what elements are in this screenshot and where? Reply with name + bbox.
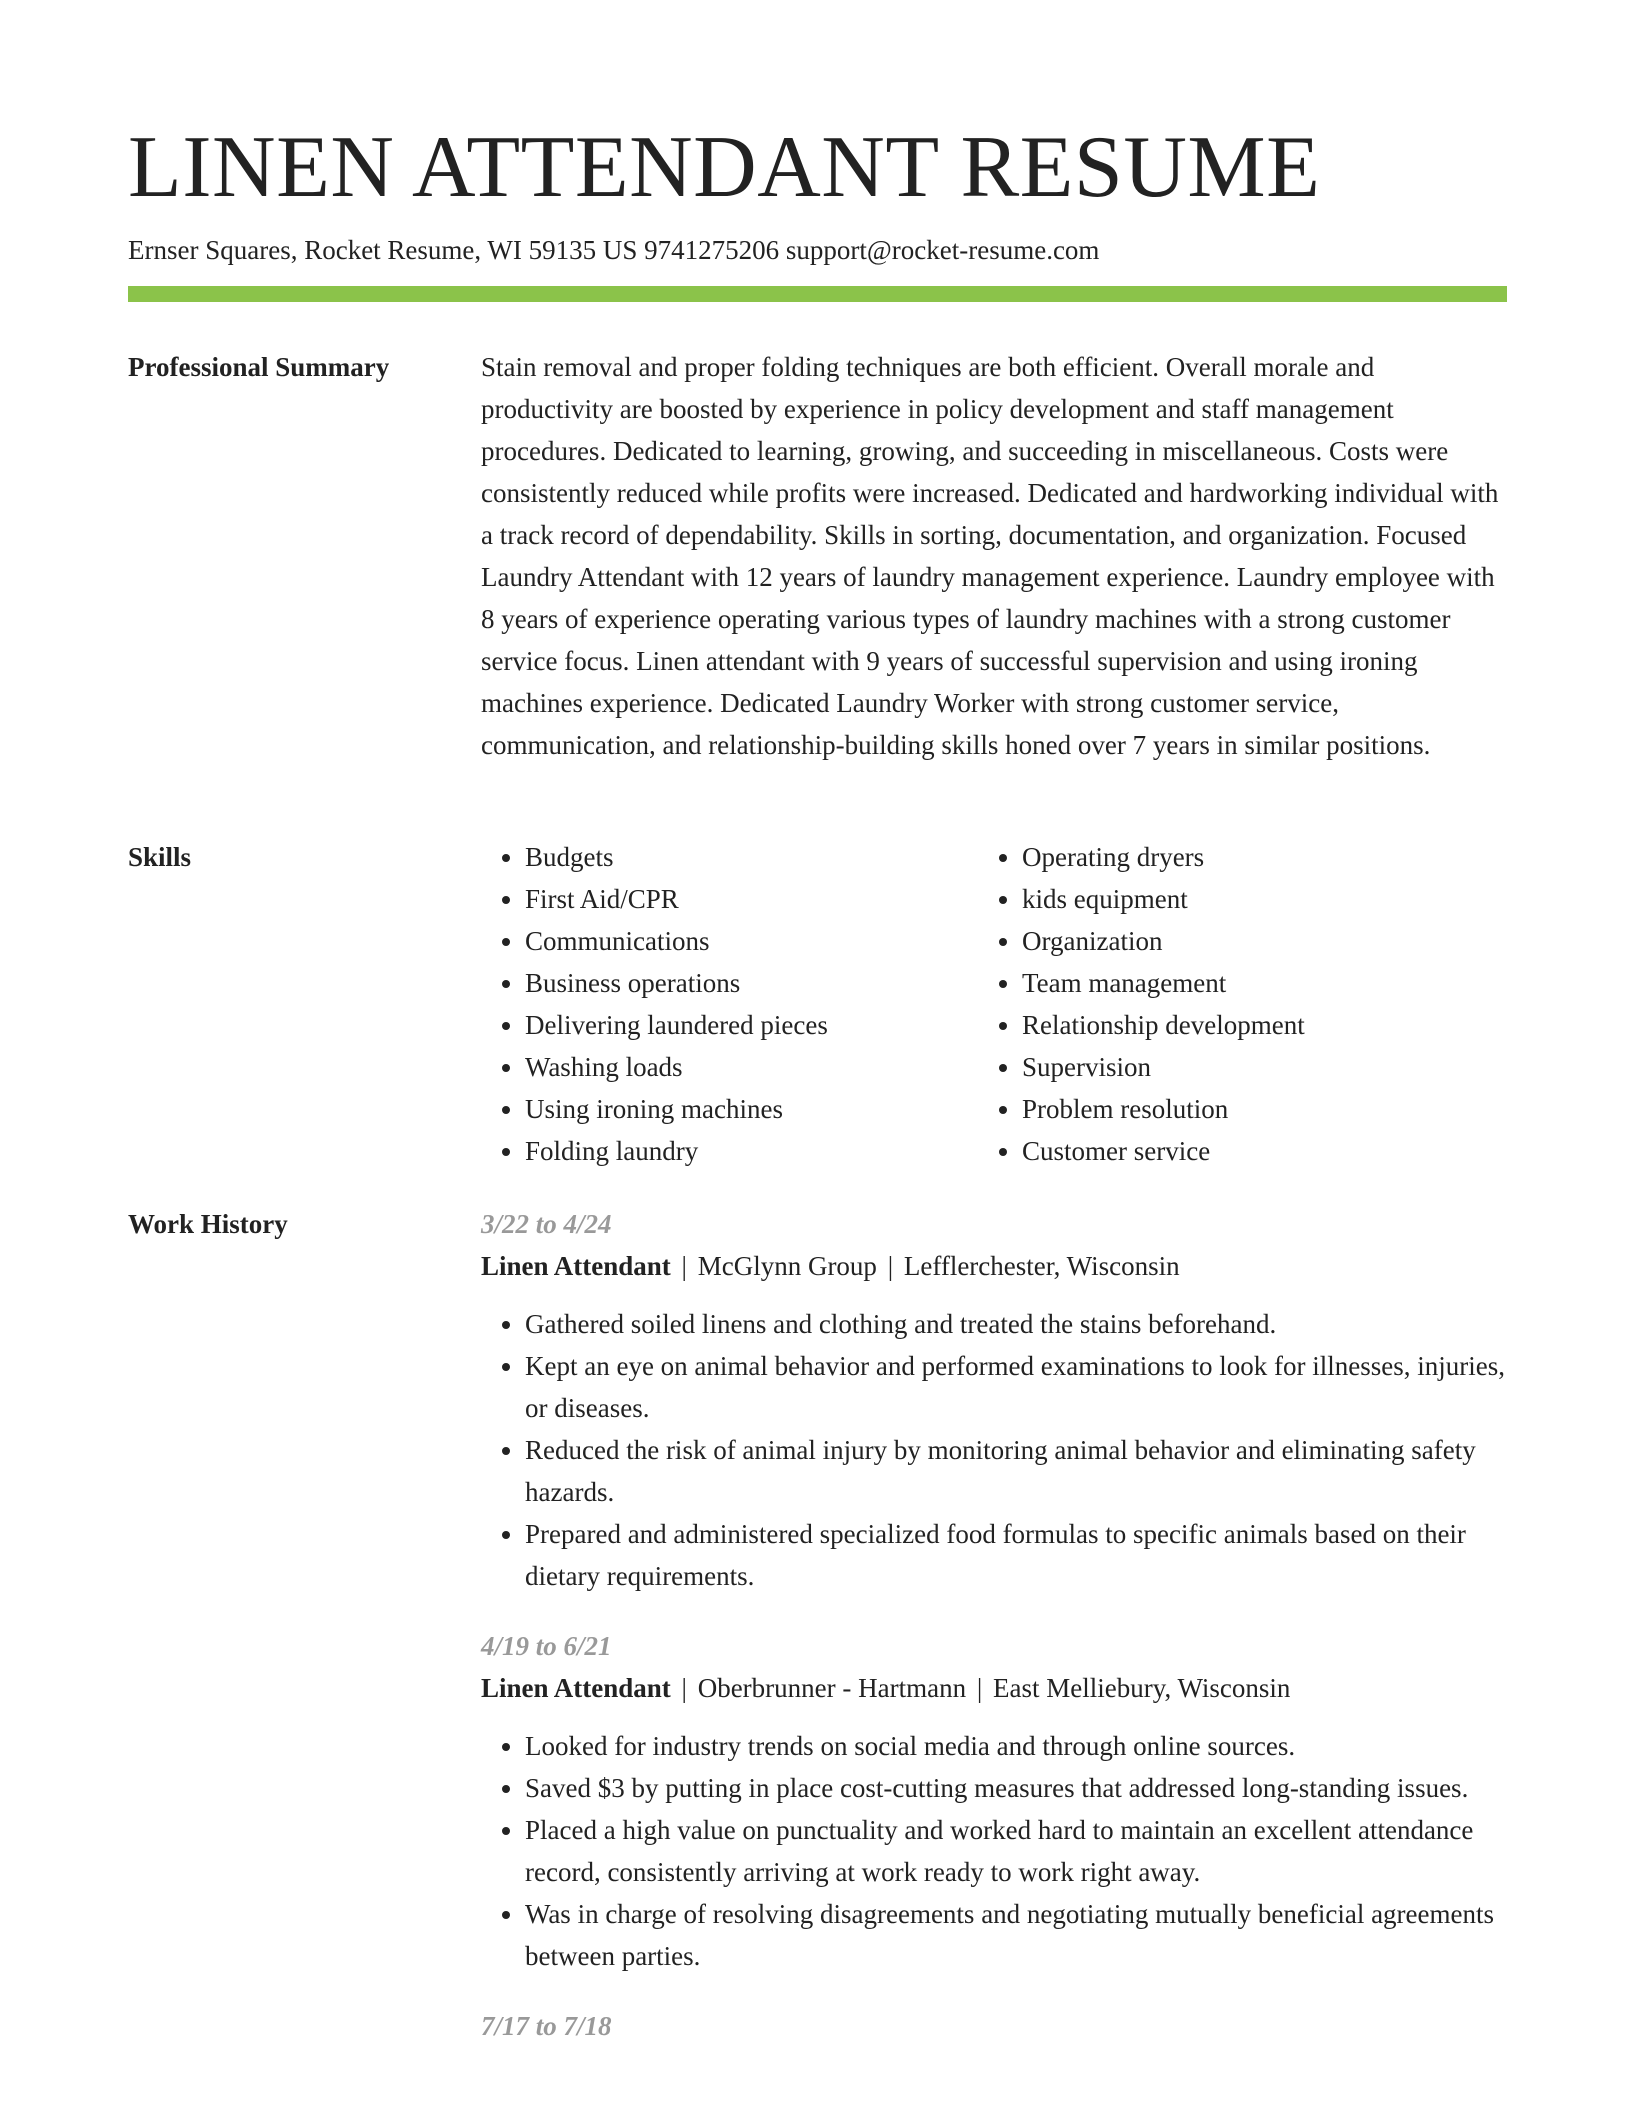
skills-list-right	[978, 836, 1305, 1172]
job-dates: 7/17 to 7/18	[481, 2011, 612, 2041]
skill-item: • kids equipment	[1022, 878, 1305, 920]
summary-label: Professional Summary	[128, 352, 390, 382]
job-bullets	[481, 1725, 1509, 1977]
skill-item: • Relationship development	[1022, 1004, 1305, 1046]
job-title: Linen Attendant	[481, 1251, 671, 1281]
skill-item: • Folding laundry	[525, 1130, 828, 1172]
separator: |	[970, 1673, 990, 1703]
work-history-list	[481, 1203, 1509, 2075]
work-history-label: Work History	[128, 1209, 288, 1239]
separator: |	[674, 1673, 694, 1703]
job-bullet: • Prepared and administered specialized food formulas to specific animals based on their dietary requirements.	[525, 1513, 1509, 1597]
skill-item: • Washing loads	[525, 1046, 828, 1088]
summary-text: Stain removal and proper folding techniques are both efficient. Overall morale and productivity are boosted by experience in policy development and staff management procedures. Dedicated to learning, growing, and succeeding in miscellaneous. Costs were consistently reduced while profits were increased. Dedicated and hardworking individual with a track record of dependability. Skills in sorting, documentation, and organization. Focused Laundry Attendant with 12 years of laundry management experience. Laundry employee with 8 years of experience operating various types of laundry machines with a strong customer service focus. Linen attendant with 9 years of successful supervision and using ironing machines experience. Dedicated Laundry Worker with strong customer service, communication, and relationship-building skills honed over 7 years in similar positions.	[481, 352, 1499, 760]
skill-item: • Operating dryers	[1022, 836, 1305, 878]
skill-item: • Organization	[1022, 920, 1305, 962]
job-bullet: • Reduced the risk of animal injury by monitoring animal behavior and eliminating safety hazards.	[525, 1429, 1509, 1513]
job-bullet: • Looked for industry trends on social media and through online sources.	[525, 1725, 1509, 1767]
skills-label: Skills	[128, 842, 192, 872]
job-bullet: • Was in charge of resolving disagreements and negotiating mutually beneficial agreements between parties.	[525, 1893, 1509, 1977]
skill-item: • Customer service	[1022, 1130, 1305, 1172]
job-bullets	[481, 1303, 1509, 1597]
job-location: Lefflerchester, Wisconsin	[903, 1251, 1180, 1281]
skill-item: • Problem resolution	[1022, 1088, 1305, 1130]
contact-line: Ernser Squares, Rocket Resume, WI 59135 US 9741275206 support@rocket-resume.com	[128, 235, 1100, 265]
separator: |	[880, 1251, 900, 1281]
job-entry	[481, 1625, 1509, 1977]
skill-item: • Supervision	[1022, 1046, 1305, 1088]
job-entry	[481, 2005, 1509, 2047]
job-location: East Melliebury, Wisconsin	[993, 1673, 1291, 1703]
job-entry	[481, 1203, 1509, 1597]
skills-list-left	[481, 836, 828, 1172]
job-bullet: • Gathered soiled linens and clothing and treated the stains beforehand.	[525, 1303, 1509, 1345]
skill-item: • Communications	[525, 920, 828, 962]
job-title: Linen Attendant	[481, 1673, 671, 1703]
skill-item: • Business operations	[525, 962, 828, 1004]
job-company: McGlynn Group	[697, 1251, 877, 1281]
job-bullet: • Kept an eye on animal behavior and performed examinations to look for illnesses, injuries, or diseases.	[525, 1345, 1509, 1429]
job-heading	[481, 1667, 1509, 1709]
skill-item: • Team management	[1022, 962, 1305, 1004]
job-bullet: • Saved $3 by putting in place cost-cutting measures that addressed long-standing issues.	[525, 1767, 1509, 1809]
separator: |	[674, 1251, 694, 1281]
skill-item: • Delivering laundered pieces	[525, 1004, 828, 1046]
resume-title: LINEN ATTENDANT RESUME	[128, 119, 1321, 216]
skill-item: • Using ironing machines	[525, 1088, 828, 1130]
skill-item: • Budgets	[525, 836, 828, 878]
job-dates: 3/22 to 4/24	[481, 1209, 612, 1239]
job-bullet: • Placed a high value on punctuality and worked hard to maintain an excellent attendance record, consistently arriving at work ready to work right away.	[525, 1809, 1509, 1893]
job-heading	[481, 1245, 1509, 1287]
job-company: Oberbrunner - Hartmann	[697, 1673, 967, 1703]
header-accent-rule	[128, 286, 1507, 302]
summary-body	[481, 346, 1509, 766]
skill-item: • First Aid/CPR	[525, 878, 828, 920]
job-dates: 4/19 to 6/21	[481, 1631, 612, 1661]
